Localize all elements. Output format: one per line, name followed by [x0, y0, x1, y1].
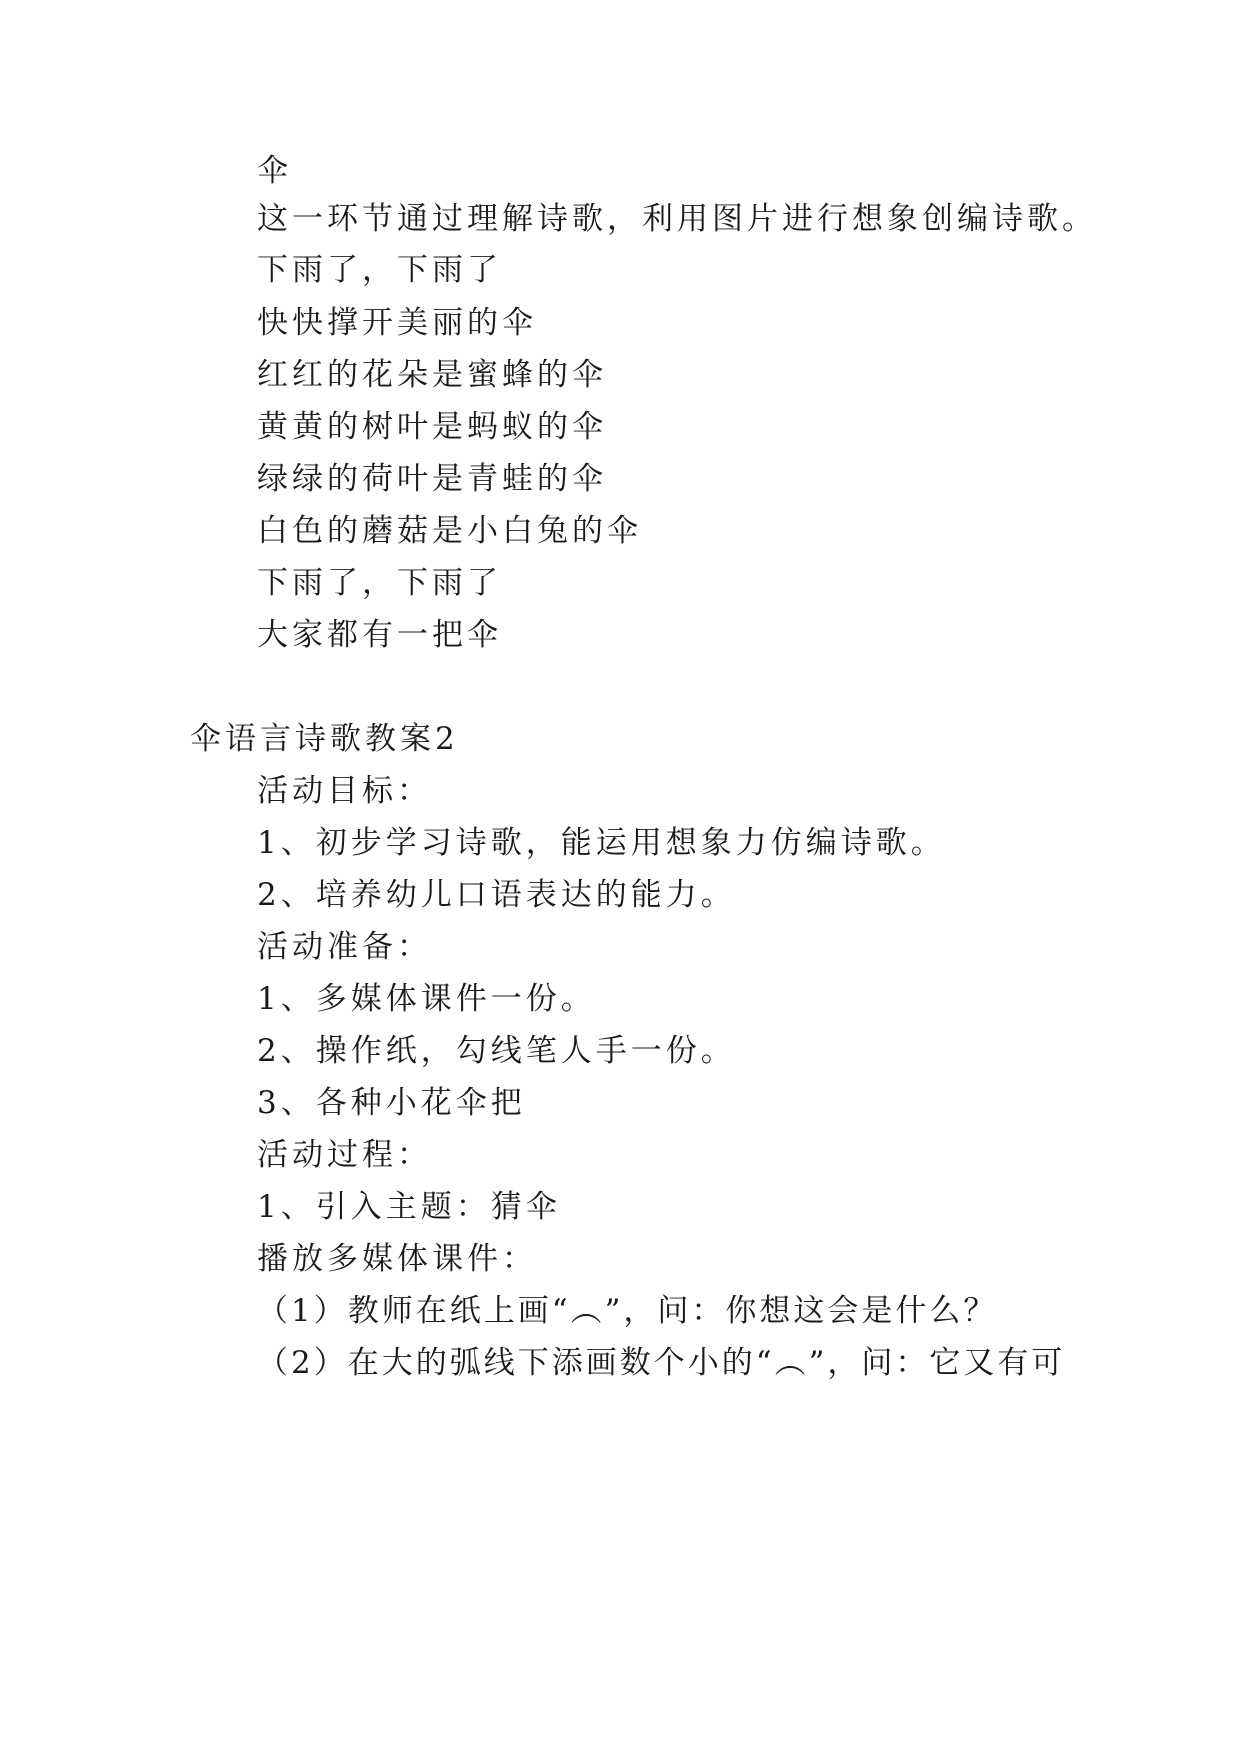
poem-line: 下雨了，下雨了 — [257, 252, 502, 288]
numbered-step: （1）教师在纸上画“︵”，问：你想这会是什么？ — [257, 1293, 998, 1329]
poem-line: 白色的蘑菇是小白兔的伞 — [257, 513, 642, 549]
list-item: 1、引入主题：猜伞 — [257, 1189, 561, 1225]
list-item: 1、多媒体课件一份。 — [257, 981, 596, 1017]
poem-title-line: 伞 — [257, 153, 292, 189]
explanation-line: 这一环节通过理解诗歌，利用图片进行想象创编诗歌。 — [257, 201, 1097, 237]
list-item: 2、操作纸，勾线笔人手一份。 — [257, 1033, 736, 1069]
numbered-step: （2）在大的弧线下添画数个小的“︵”，问：它又有可 — [257, 1345, 1066, 1381]
poem-line: 黄黄的树叶是蚂蚁的伞 — [257, 409, 607, 445]
poem-line: 下雨了，下雨了 — [257, 565, 502, 601]
poem-line: 红红的花朵是蜜蜂的伞 — [257, 357, 607, 393]
subheading-process: 活动过程： — [257, 1137, 432, 1173]
poem-line: 绿绿的荷叶是青蛙的伞 — [257, 461, 607, 497]
section-heading: 伞语言诗歌教案2 — [190, 721, 459, 757]
list-item: 3、各种小花伞把 — [257, 1085, 526, 1121]
poem-line: 大家都有一把伞 — [257, 617, 502, 653]
list-item: 2、培养幼儿口语表达的能力。 — [257, 877, 736, 913]
subheading-goals: 活动目标： — [257, 773, 432, 809]
poem-line: 快快撑开美丽的伞 — [257, 305, 537, 341]
subheading-preparation: 活动准备： — [257, 929, 432, 965]
list-item: 1、初步学习诗歌，能运用想象力仿编诗歌。 — [257, 825, 946, 861]
paragraph-line: 播放多媒体课件： — [257, 1241, 537, 1277]
